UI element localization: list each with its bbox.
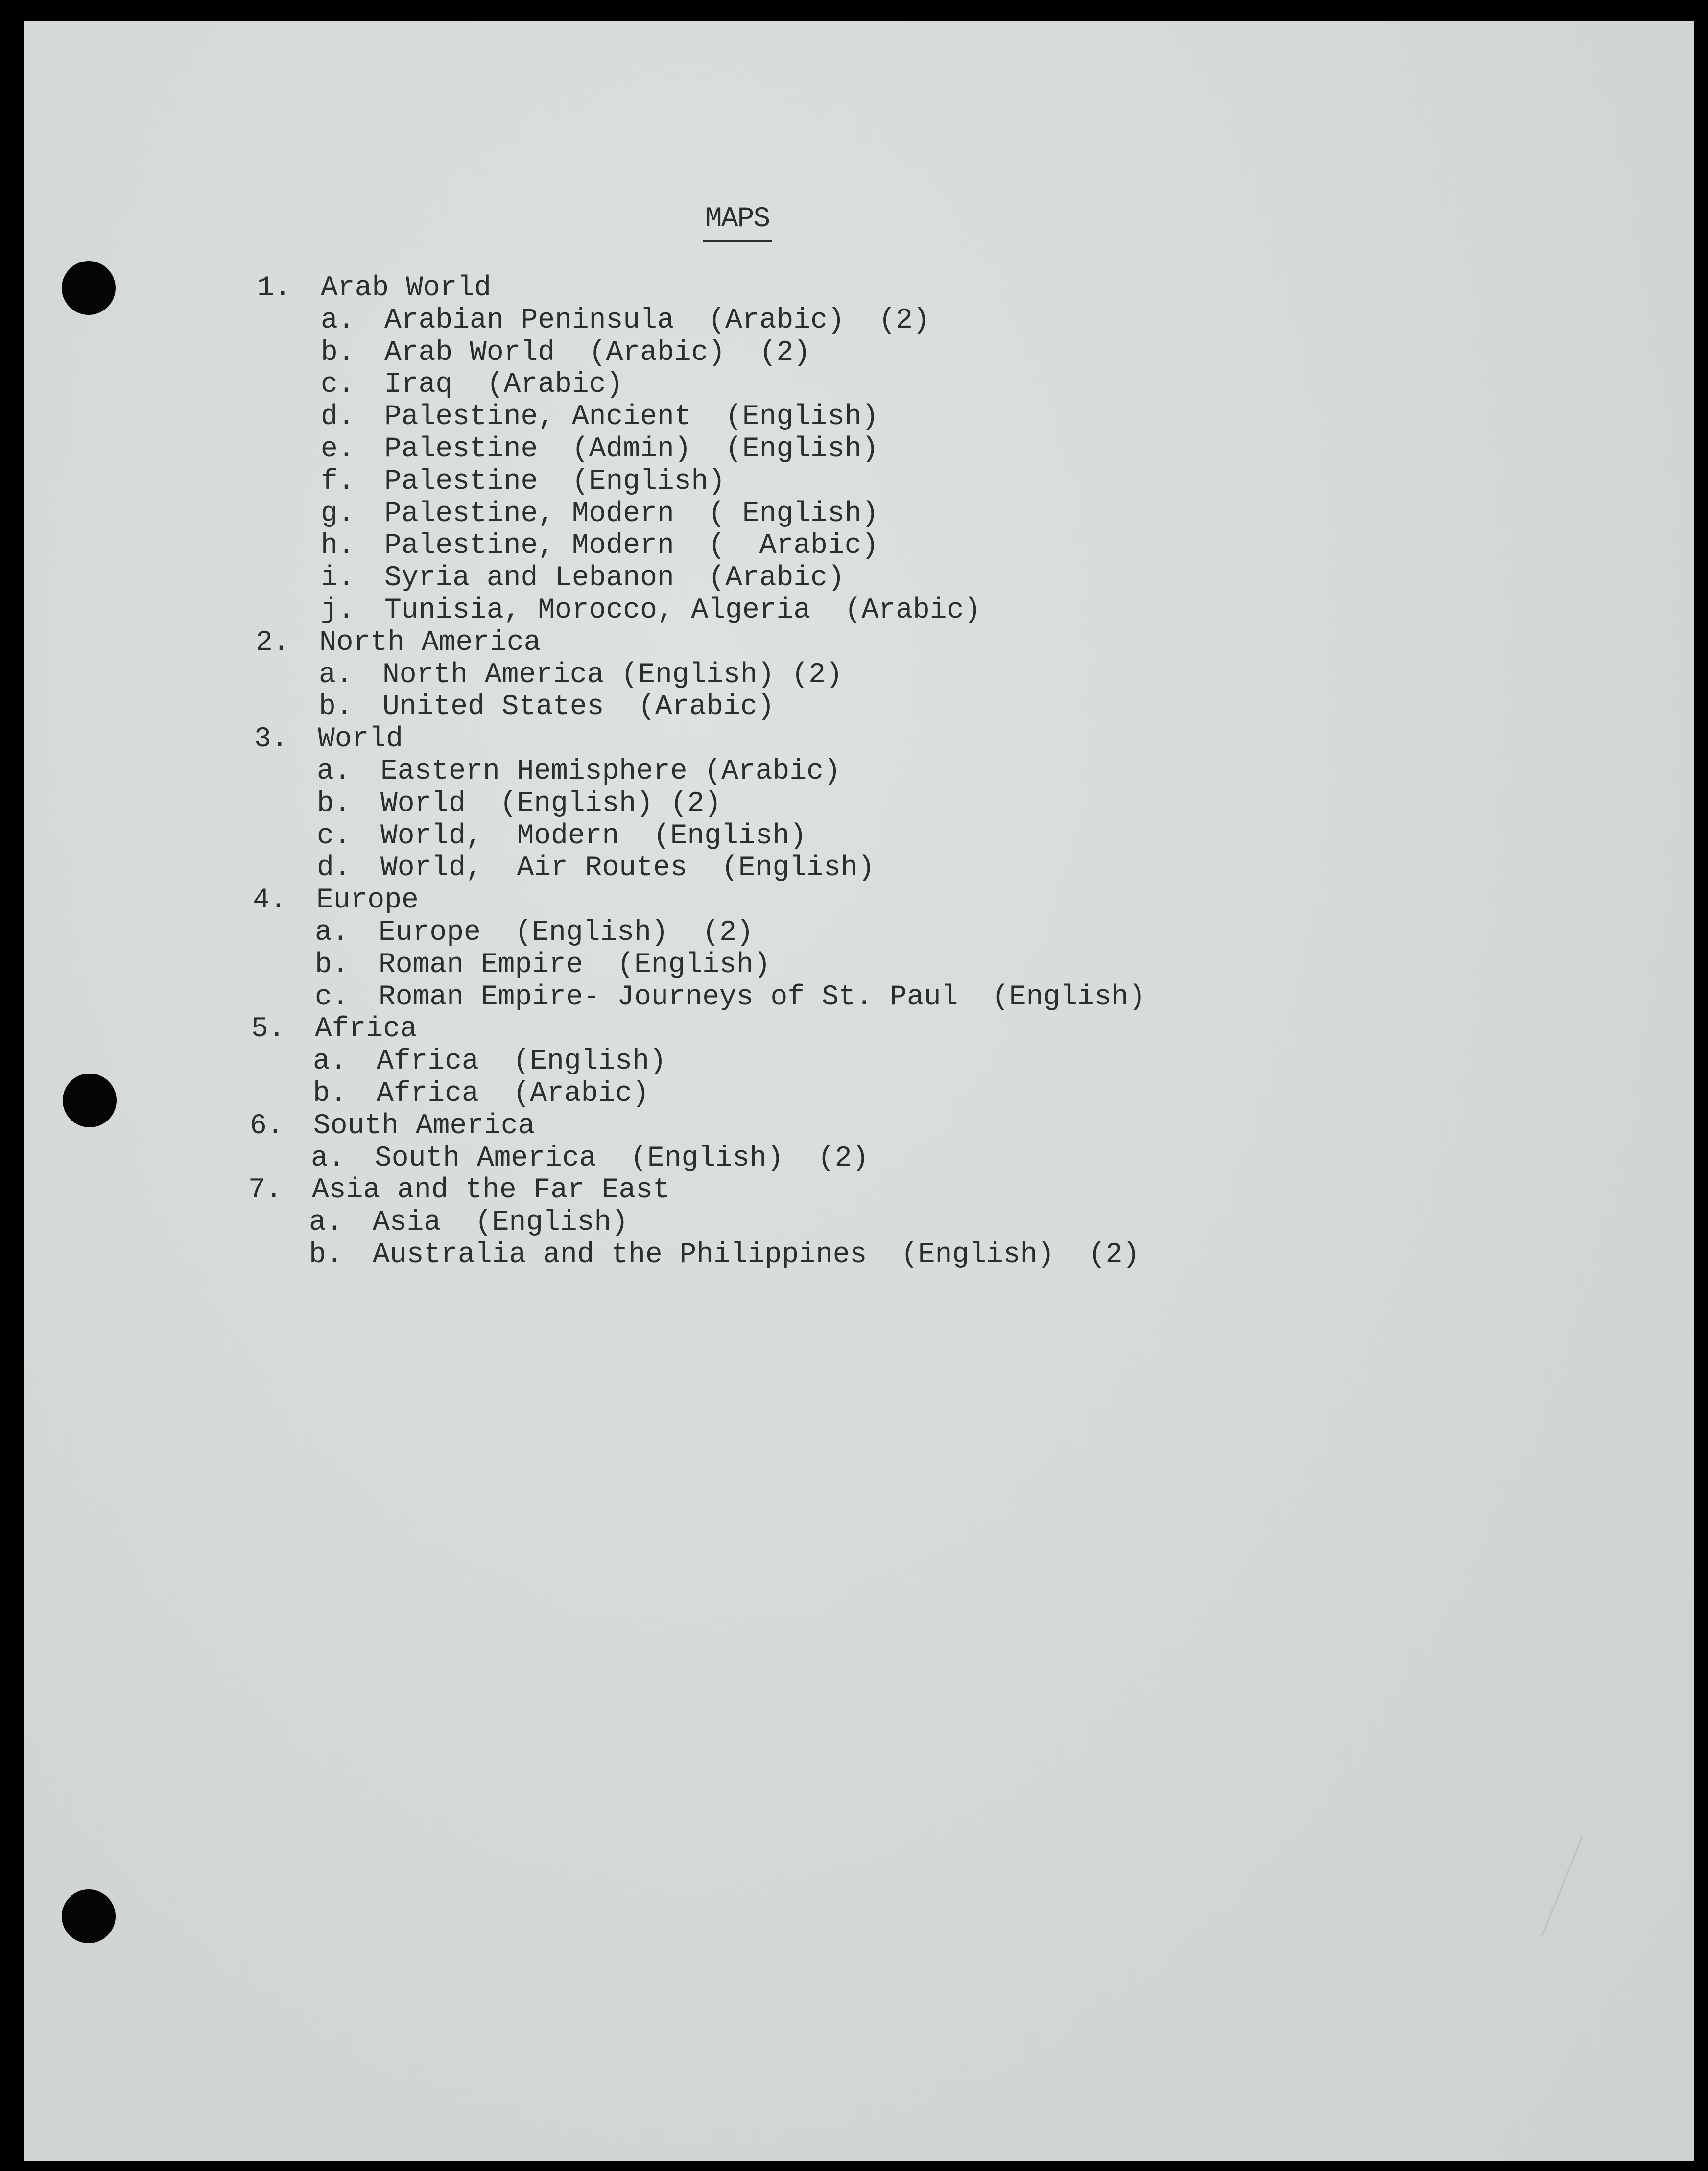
list-item xyxy=(321,500,878,528)
section-heading xyxy=(248,1176,670,1205)
list-item xyxy=(321,596,981,625)
list-item xyxy=(309,1209,628,1237)
list-item xyxy=(315,951,771,979)
item-text: South America (English) (2) xyxy=(375,1143,869,1174)
list-item xyxy=(315,983,1145,1012)
paper-scratch-mark xyxy=(1541,1836,1583,1936)
item-letter: a. xyxy=(311,1143,345,1174)
list-item xyxy=(313,1080,649,1108)
item-letter: b. xyxy=(315,949,349,981)
item-letter: c. xyxy=(317,820,351,852)
item-letter: d. xyxy=(317,852,351,884)
list-item xyxy=(319,661,843,690)
list-item xyxy=(319,693,775,721)
section-label: North America xyxy=(319,627,541,659)
item-letter: b. xyxy=(309,1239,343,1271)
item-letter: a. xyxy=(317,756,351,787)
item-text: Palestine (Admin) (English) xyxy=(384,433,879,465)
section-label: South America xyxy=(313,1110,535,1142)
item-text: United States (Arabic) xyxy=(382,691,775,723)
list-item xyxy=(321,307,930,335)
page-title: MAPS xyxy=(705,203,770,235)
title-underline xyxy=(703,240,772,242)
list-item xyxy=(315,919,754,947)
item-text: Europe (English) (2) xyxy=(379,917,754,949)
item-text: Iraq (Arabic) xyxy=(384,369,623,401)
section-heading xyxy=(250,1112,535,1141)
item-letter: f. xyxy=(321,466,355,498)
paper-sheet xyxy=(24,21,1694,2161)
section-label: Asia and the Far East xyxy=(312,1174,670,1206)
list-item xyxy=(321,435,878,464)
punch-hole-bottom xyxy=(62,1889,116,1943)
list-item xyxy=(321,371,623,399)
item-letter: b. xyxy=(319,691,353,723)
list-item xyxy=(313,1048,666,1076)
item-text: Syria and Lebanon (Arabic) xyxy=(384,562,845,594)
list-item xyxy=(321,468,725,496)
item-letter: a. xyxy=(309,1207,343,1239)
item-letter: a. xyxy=(321,305,355,336)
item-letter: j. xyxy=(321,595,355,626)
section-number: 4. xyxy=(253,884,287,916)
item-text: Palestine, Modern ( Arabic) xyxy=(384,530,879,562)
item-text: World, Air Routes (English) xyxy=(380,852,875,884)
section-number: 5. xyxy=(251,1013,285,1045)
item-text: Palestine (English) xyxy=(384,466,726,498)
section-number: 6. xyxy=(250,1110,284,1142)
item-text: Tunisia, Morocco, Algeria (Arabic) xyxy=(384,595,981,626)
section-label: Europe xyxy=(316,884,419,916)
item-letter: c. xyxy=(321,369,355,401)
section-number: 3. xyxy=(254,723,288,755)
list-item xyxy=(317,790,721,818)
section-number: 1. xyxy=(257,272,291,304)
item-letter: i. xyxy=(321,562,355,594)
item-text: Palestine, Ancient (English) xyxy=(384,401,879,433)
section-heading xyxy=(254,725,403,754)
item-text: Arabian Peninsula (Arabic) (2) xyxy=(384,305,930,336)
section-heading xyxy=(251,1015,417,1044)
item-text: Asia (English) xyxy=(373,1207,629,1239)
item-letter: d. xyxy=(321,401,355,433)
list-item xyxy=(317,854,875,883)
item-letter: h. xyxy=(321,530,355,562)
punch-hole-middle xyxy=(63,1074,117,1127)
item-text: Arab World (Arabic) (2) xyxy=(384,337,811,369)
item-text: Australia and the Philippines (English) (2) xyxy=(373,1239,1140,1271)
list-item xyxy=(321,564,845,593)
section-label: World xyxy=(318,723,403,755)
item-text: Africa (Arabic) xyxy=(377,1078,649,1110)
section-heading xyxy=(253,886,419,915)
item-text: World, Modern (English) xyxy=(380,820,807,852)
item-letter: b. xyxy=(321,337,355,369)
list-item xyxy=(317,822,807,851)
section-number: 2. xyxy=(256,627,290,659)
item-letter: b. xyxy=(317,788,351,820)
item-text: Roman Empire- Journeys of St. Paul (English) xyxy=(379,981,1146,1013)
item-letter: e. xyxy=(321,433,355,465)
item-text: North America (English) (2) xyxy=(382,659,843,691)
item-text: Roman Empire (English) xyxy=(379,949,771,981)
list-item xyxy=(309,1241,1139,1269)
list-item xyxy=(321,403,878,431)
item-letter: g. xyxy=(321,498,355,530)
item-letter: a. xyxy=(315,917,349,949)
item-letter: c. xyxy=(315,981,349,1013)
list-item xyxy=(311,1145,869,1173)
item-text: World (English) (2) xyxy=(380,788,722,820)
section-number: 7. xyxy=(248,1174,283,1206)
section-label: Arab World xyxy=(321,272,492,304)
section-heading xyxy=(257,274,491,303)
item-text: Palestine, Modern ( English) xyxy=(384,498,879,530)
section-label: Africa xyxy=(315,1013,417,1045)
item-text: Eastern Hemisphere (Arabic) xyxy=(380,756,841,787)
punch-hole-top xyxy=(62,261,116,315)
item-letter: a. xyxy=(319,659,353,691)
item-letter: b. xyxy=(313,1078,347,1110)
list-item xyxy=(321,532,878,560)
section-heading xyxy=(256,629,541,657)
item-letter: a. xyxy=(313,1046,347,1077)
list-item xyxy=(321,339,810,367)
list-item xyxy=(317,758,841,786)
item-text: Africa (English) xyxy=(377,1046,666,1077)
